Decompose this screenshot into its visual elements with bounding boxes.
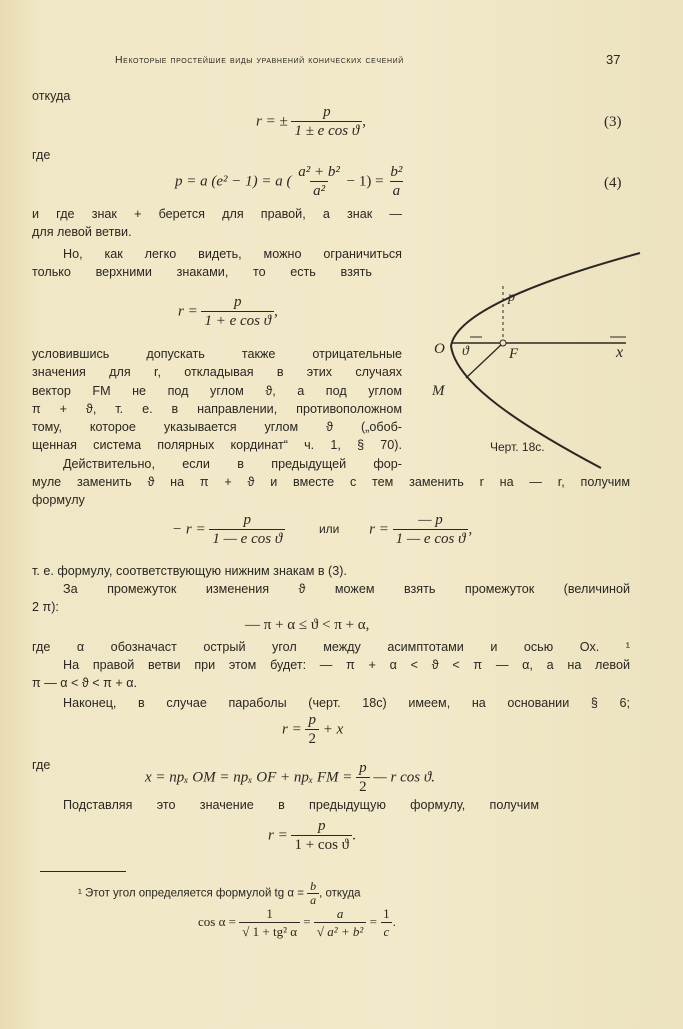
equation-6 [172,512,472,548]
denominator: 1 — e cos ϑ [393,529,469,548]
text-line: формулу [32,493,85,507]
eq-lhs: r = [282,721,302,738]
text-line: За промежуток изменения ϑ можем взять промежуток (величиной [63,582,630,596]
equation-4 [175,164,405,200]
equation-number: (4) [604,175,622,191]
eq-lhs: r = [369,521,389,538]
eq-tail: . [392,913,396,929]
fraction [295,164,343,200]
numerator: a² + b² [298,164,340,180]
eq-tail: . [352,827,356,844]
label-F: F [509,346,519,362]
eq-tail: , [468,521,473,538]
denominator: 1 + e cos ϑ [201,311,274,330]
equation-3 [256,104,366,140]
eq-lhs: r = [268,827,288,844]
fraction [305,712,319,748]
text-line: тому, которое указывается углом ϑ („обоб- [32,420,402,434]
denominator: 2 [305,729,319,748]
denominator: c [381,922,393,941]
fraction [291,818,352,854]
denominator: 1 — e cos ϑ [209,529,285,548]
text-line: условившись допускать также отрицательные [32,347,402,361]
label-theta: ϑ [462,344,469,359]
numerator: 1 [383,906,390,921]
equation-number: (3) [604,114,622,130]
text-line: Подставляя это значение в предыдущую формулу, получим [63,798,539,812]
text-line: где α обозначаст острый угол между асимптотами и осью Ox. ¹ [32,640,630,654]
fraction [239,905,300,941]
numerator: b² [390,164,403,180]
numerator: p [318,818,326,834]
fraction [314,905,366,941]
fraction [393,512,469,548]
equation-9 [145,760,435,796]
denominator: a [307,893,319,907]
fraction [291,104,362,140]
fraction [209,512,285,548]
text-line: только верхними знаками, то есть взять [32,265,372,279]
numerator: b [310,879,317,893]
text-line: значения для r, откладывая в этих случаях [32,365,402,379]
equation-10 [268,818,356,854]
eq-sign: = [369,913,377,929]
text-line: На правой ветви при этом будет: — π + α < ϑ < π — α, а на левой [63,658,630,672]
eq-part: p = a (e² − 1) = a ( [175,173,292,190]
text-line: Наконец, в случае параболы (черт. 18с) имеем, на основании § 6; [63,696,630,710]
fraction [380,905,393,941]
text-line: т. е. формулу, соответствующую нижним знакам в (3). [32,564,347,578]
radius-vector-FM [466,343,503,378]
eq-part: − 1) = [346,173,384,190]
text-line: вектор FM не под углом ϑ, а под углом [32,384,402,398]
footnote-equation [198,905,396,941]
text-line: откуда [32,89,71,103]
fraction [307,880,319,907]
fraction [387,164,405,200]
eq-part: x = прₓ OM = прₓ OF + прₓ FM = [145,769,353,786]
fraction [201,294,274,330]
numerator: p [243,512,252,528]
denominator: √ 1 + tg² α [239,922,300,941]
denominator: a [390,181,404,200]
text-line: муле заменить ϑ на π + ϑ и вместе с тем заменить r на — r, получим [32,475,630,489]
equation-inequality: — π + α ≤ ϑ < π + α, [245,617,370,633]
text-line: где [32,148,51,162]
text-line: для левой ветви. [32,225,132,239]
running-header: Некоторые простейшие виды уравнений конических сечений [115,54,404,66]
parabola-curve [451,253,640,468]
denominator: 2 [356,777,370,796]
text-line: π + ϑ, т. е. в направлении, противоположном [32,402,402,416]
label-M: M [432,383,445,399]
equation-5 [178,294,278,330]
eq-sign: = [303,913,311,929]
eq-lhs: − r = [172,521,206,538]
eq-connector: или [318,522,340,537]
text-line: π — α < ϑ < π + α. [32,676,137,690]
page-number: 37 [606,52,621,67]
eq-tail: , [274,303,278,320]
footnote-rule [40,871,126,872]
label-x: x [616,344,624,361]
label-O: O [434,341,445,357]
footnote-text: , откуда [319,887,361,900]
text-line: Но, как легко видеть, можно ограничиться [63,247,402,261]
eq-tail: — r cos ϑ. [373,769,435,786]
eq-tail: , [362,113,366,130]
text-line: и где знак + берется для правой, а знак — [32,207,402,221]
fraction [356,760,370,796]
figure-caption: Черт. 18с. [490,440,545,454]
numerator: p [323,104,331,120]
numerator: p [359,760,367,776]
text-line: где [32,758,51,772]
footnote-text: ¹ Этот угол определяется формулой tg α = [78,887,304,900]
footnote-line [78,880,361,907]
label-p: p [508,290,515,305]
text-line: щенная система полярных кординат“ ч. 1, § 70). [32,438,402,452]
eq-lhs: cos α = [198,913,236,929]
text-line: 2 π): [32,600,59,614]
focus-point [500,340,506,346]
numerator: — p [418,512,443,528]
numerator: a [336,906,344,921]
text-line: Действительно, если в предыдущей фор- [63,457,402,471]
denominator: 1 + cos ϑ [291,835,352,854]
eq-tail: + x [322,721,344,738]
numerator: p [308,712,316,728]
denominator: 1 ± e cos ϑ [291,121,362,140]
numerator: 1 [266,906,273,921]
denominator: a² [310,181,328,200]
eq-lhs: r = ± [256,113,288,130]
numerator: p [234,294,242,310]
denominator: √ a² + b² [314,922,366,941]
equation-8 [282,712,343,748]
eq-lhs: r = [178,303,198,320]
